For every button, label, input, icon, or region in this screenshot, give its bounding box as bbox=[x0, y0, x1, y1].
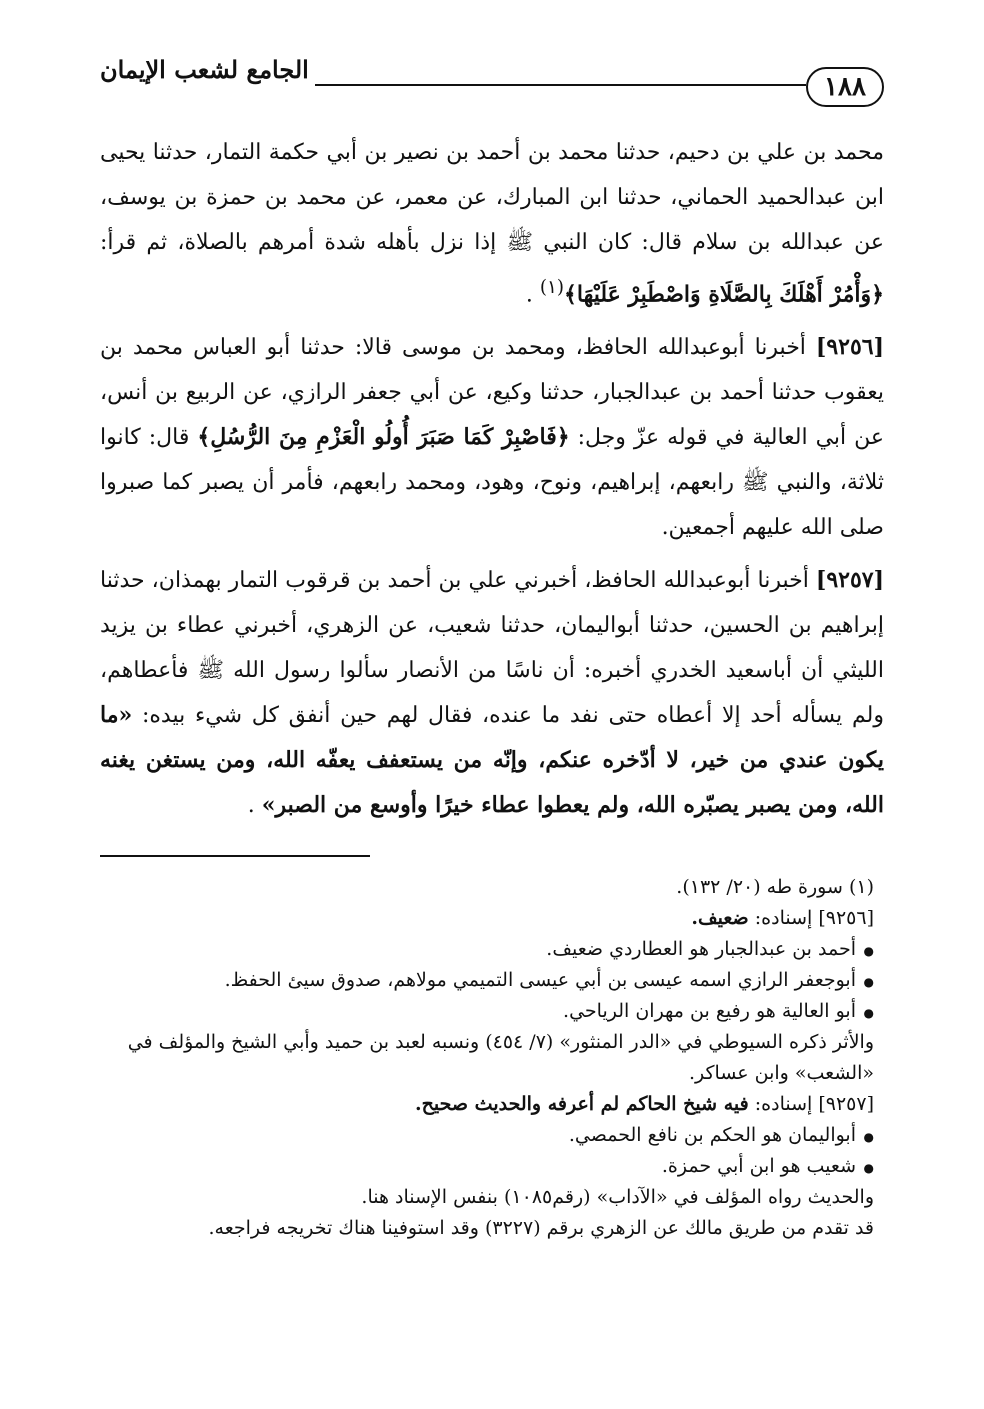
paragraph-9257 bbox=[100, 558, 884, 828]
page-number: ١٨٨ bbox=[806, 67, 884, 107]
p3-end: . bbox=[247, 793, 255, 819]
fn-9256-grade: ضعيف. bbox=[691, 907, 749, 929]
fn-9257-grade: فيه شيخ الحاكم لم أعرفه والحديث صحيح. bbox=[415, 1093, 749, 1115]
main-text bbox=[100, 130, 884, 828]
fn-9256-note: والأثر ذكره السيوطي في «الدر المنثور» (٧/ ٤٥٤) ونسبه لعبد بن حميد وأبي الشيخ والمؤلف في «الشعب» وابن عساكر. bbox=[127, 1031, 874, 1084]
footnote-1: (١) سورة طه (٢٠/ ١٣٢). bbox=[676, 876, 874, 898]
footnotes bbox=[100, 872, 874, 1244]
footnote-9257-head bbox=[100, 1089, 874, 1120]
fn-9256-bullet-3: ● أبو العالية هو رفيع بن مهران الرياحي. bbox=[100, 996, 874, 1027]
fn-9256-bullet-2: ● أبوجعفر الرازي اسمه عيسى بن أبي عيسى التميمي مولاهم، صدوق سيئ الحفظ. bbox=[100, 965, 874, 996]
fn-9257-bullet-2: ● شعيب هو ابن أبي حمزة. bbox=[100, 1151, 874, 1182]
hadith-number-9257: [٩٢٥٧] bbox=[815, 567, 884, 594]
fn-9256-bullet-1: ● أحمد بن عبدالجبار هو العطاردي ضعيف. bbox=[100, 934, 874, 965]
footnote-rule bbox=[100, 855, 370, 857]
hadith-number-9256: [٩٢٥٦] bbox=[815, 334, 884, 361]
page-header bbox=[100, 55, 884, 115]
header-rule bbox=[315, 84, 806, 86]
p2-text2: قال: كانوا ثلاثة، والنبي ﷺ رابعهم، إبراهيم، ونوح، وهود، ومحمد رابعهم، فأمر أن يصبر كما صبروا صلى الله عليهم أجمعين. bbox=[100, 425, 884, 541]
paragraph-1 bbox=[100, 130, 884, 317]
book-title: الجامع لشعب الإيمان bbox=[100, 55, 309, 84]
fn-9257-bullet-1: ● أبواليمان هو الحكم بن نافع الحمصي. bbox=[100, 1120, 874, 1151]
paragraph-9256 bbox=[100, 325, 884, 550]
footnote-9256-head bbox=[100, 903, 874, 934]
fn-9256-label: [٩٢٥٦] إسناده: bbox=[754, 907, 874, 929]
fn-9257-note-1: والحديث رواه المؤلف في «الآداب» (رقم١٠٨٥) بنفس الإسناد هنا. bbox=[361, 1186, 874, 1208]
fn-9257-note-2: قد تقدم من طريق مالك عن الزهري برقم (٣٢٢٧) وقد استوفينا هناك تخريجه فراجعه. bbox=[208, 1217, 874, 1239]
footnote-ref-1[interactable]: (١) bbox=[539, 277, 564, 298]
hadith-quote: «ما يكون عندي من خير، لا أدّخره عنكم، وإنّه من يستعفف يعفّه الله، ومن يستغن يغنه الله، ومن يصبر يصبّره الله، ولم يعطوا عطاء خيرًا وأوسع من الصبر» bbox=[100, 702, 884, 819]
p1-end: . bbox=[525, 282, 533, 308]
quran-verse-2: ﴿فَاصْبِرْ كَمَا صَبَرَ أُولُو الْعَزْمِ مِنَ الرُّسُلِ﴾ bbox=[197, 424, 570, 451]
p2-text: أخبرنا أبوعبدالله الحافظ، ومحمد بن موسى قالا: حدثنا أبو العباس محمد بن يعقوب حدثنا أحمد بن عبدالجبار، حدثنا وكيع، عن أبي جعفر الرازي، عن الربيع بن أنس، عن أبي العالية في قوله عزّ وجل: bbox=[100, 335, 884, 451]
quran-verse-1: ﴿وَأْمُرْ أَهْلَكَ بِالصَّلَاةِ وَاصْطَبِرْ عَلَيْهَا﴾ bbox=[563, 281, 884, 308]
p3-text: أخبرنا أبوعبدالله الحافظ، أخبرني علي بن أحمد بن قرقوب التمار بهمذان، حدثنا إبراهيم بن الحسين، حدثنا أبواليمان، حدثنا شعيب، عن الزهري، أخبرني عطاء بن يزيد الليثي أن أباسعيد الخدري أخبره: أن ناسًا من الأنصار سألوا رسول الله ﷺ فأعطاهم، ولم يسأله أحد إلا أعطاه حتى نفد ما عنده، فقال لهم حين أنفق كل شيء بيده: bbox=[100, 568, 884, 729]
p1-text: محمد بن علي بن دحيم، حدثنا محمد بن أحمد بن نصير بن أبي حكمة التمار، حدثنا يحيى ابن عبدالحميد الحماني، حدثنا ابن المبارك، عن معمر، عن محمد بن حمزة بن يوسف، عن عبدالله بن سلام قال: كان النبي ﷺ إذا نزل بأهله شدة أمرهم بالصلاة، ثم قرأ: bbox=[100, 140, 884, 255]
fn-9257-label: [٩٢٥٧] إسناده: bbox=[754, 1093, 874, 1115]
